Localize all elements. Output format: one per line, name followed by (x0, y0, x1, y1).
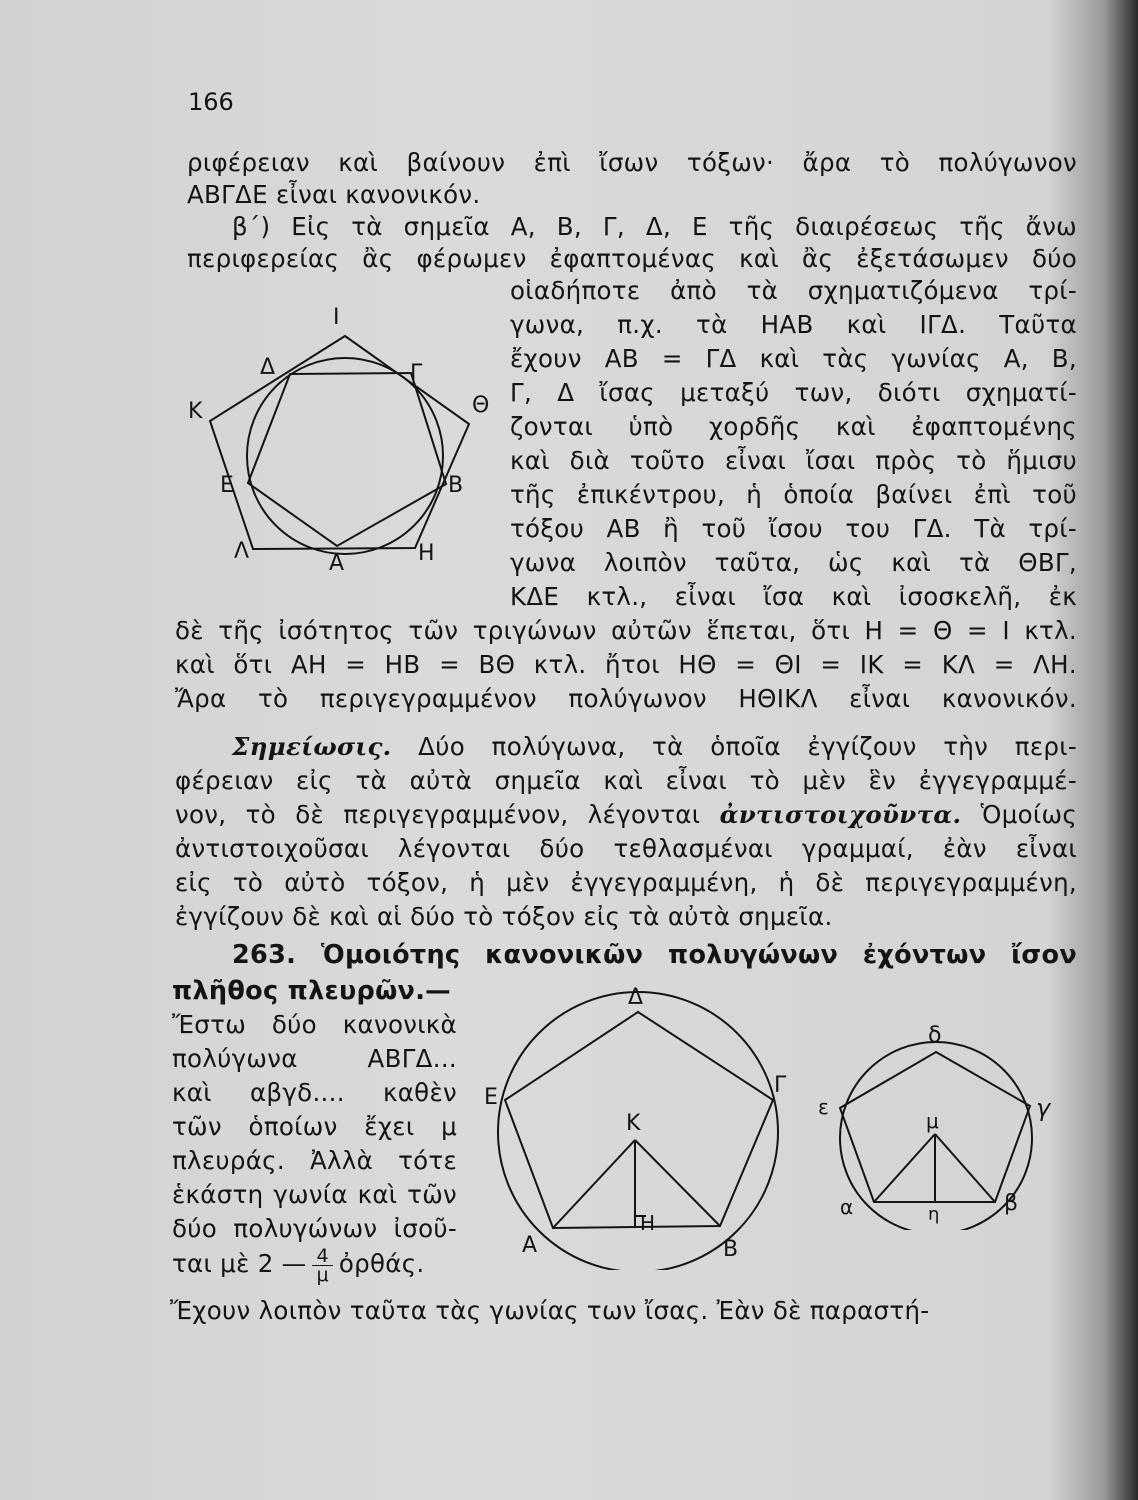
section-text: πλευράς. Ἀλλὰ τότε (172, 1146, 457, 1175)
text-line: β΄) Εἰς τὰ σημεῖα Α, Β, Γ, Δ, Ε τῆς διαιρέσεως τῆς ἄνω (232, 212, 1077, 241)
text-line: ζονται ὑπὸ χορδῆς καὶ ἐφαπτομένης (510, 412, 1077, 441)
text-line: καὶ ὅτι ΑΗ = ΗΒ = ΒΘ κτλ. ἤτοι ΗΘ = ΘΙ = ΙΚ = ΚΛ = ΛΗ. (175, 650, 1077, 679)
text-line: τόξου ΑΒ ἢ τοῦ ἴσου του ΓΔ. Τὰ τρί- (510, 514, 1077, 543)
fig1-label-E: E (220, 473, 234, 498)
text-line: Γ, Δ ἴσας μεταξύ των, διότι σχηματί- (510, 378, 1077, 407)
fig3-radius-mb (935, 1134, 995, 1202)
text-line: τῆς ἐπικέντρου, ἡ ὁποία βαίνει ἐπὶ τοῦ (510, 480, 1077, 509)
note-line-3: νον, τὸ δὲ περιγεγραμμένον, λέγονται ἀντιστοιχοῦντα. Ὁμοίως (175, 800, 1078, 829)
text-line: ἔχουν ΑΒ = ΓΔ καὶ τὰς γωνίας Α, Β, (510, 344, 1077, 373)
text-line: ριφέρειαν καὶ βαίνουν ἐπὶ ἴσων τόξων· ἄρα τὸ πολύγωνον (187, 148, 1077, 177)
section-text: τῶν ὁποίων ἔχει μ (172, 1112, 457, 1141)
fig1-circle (247, 358, 443, 554)
section-text: πολύγωνα ΑΒΓΔ... (172, 1044, 457, 1073)
fig1-label-B: B (448, 473, 464, 498)
section-fraction-line: ται μὲ 2 — $\frac{4}{\mu}$ ὀρθάς. (172, 1244, 425, 1286)
note-line-1: Σημείωσις. Δύο πολύγωνα, τὰ ὁποῖα ἐγγίζουν τὴν περι- (232, 732, 1077, 761)
text-line: γωνα λοιπὸν ταῦτα, ὡς καὶ τὰ ΘΒΓ, (510, 548, 1077, 577)
text-line: δὲ τῆς ἰσότητος τῶν τριγώνων αὐτῶν ἕπεται, ὅτι Η = Θ = Ι κτλ. (175, 616, 1077, 645)
fig1-label-G: Γ (410, 361, 423, 386)
section-text: δύο πολυγώνων ἰσοῦ- (172, 1214, 457, 1243)
fig1-inscribed-pentagon (248, 373, 446, 546)
final-line: Ἔχουν λοιπὸν ταῦτα τὰς γωνίας των ἴσας. Ἐὰν δὲ παραστή- (170, 1296, 930, 1325)
text-line: γωνα, π.χ. τὰ ΗΑΒ καὶ ΙΓΔ. Ταῦτα (510, 310, 1077, 339)
page-number: 166 (188, 88, 234, 116)
figure-circumscribed-pentagon (180, 296, 500, 582)
fig1-label-A: A (329, 551, 345, 576)
fig1-label-H: H (418, 541, 435, 566)
section-title: Ὁμοιότης κανονικῶν πολυγώνων ἐχόντων ἴσον (320, 940, 1077, 970)
section-number: 263. (232, 940, 297, 970)
note-line: ἐγγίζουν δὲ καὶ αἱ δύο τὸ τόξον εἰς τὰ αὐτὰ σημεῖα. (175, 902, 833, 931)
fig3-label-m: μ (926, 1109, 939, 1133)
fig3-label-a: α (840, 1195, 854, 1219)
figure-pentagon-small (810, 1012, 1070, 1230)
section-text: καὶ αβγδ.... καθὲν (172, 1078, 457, 1107)
fig3-label-g: γ (1036, 1094, 1051, 1122)
fig3-label-h: η (928, 1204, 940, 1225)
section-text: Ἔστω δύο κανονικὰ (172, 1010, 457, 1039)
fig2-label-E: E (484, 1085, 498, 1110)
note-label: Σημείωσις. (232, 732, 392, 761)
fig3-label-d: δ (928, 1023, 942, 1048)
text-line: ΚΔΕ κτλ., εἶναι ἴσα καὶ ἰσοσκελῆ, ἐκ (510, 582, 1077, 611)
text-line: οἱαδήποτε ἀπὸ τὰ σχηματιζόμενα τρί- (510, 276, 1077, 305)
section-heading (232, 938, 1077, 972)
note-line: φέρειαν εἰς τὰ αὐτὰ σημεῖα καὶ εἶναι τὸ μὲν ἓν ἐγγεγραμμέ- (175, 766, 1077, 795)
text-line: περιφερείας ἂς φέρωμεν ἐφαπτομένας καὶ ἂς ἐξετάσωμεν δύο (187, 244, 1077, 273)
figure-pentagon-large (470, 980, 800, 1270)
fig3-radius-ma (874, 1134, 935, 1202)
section-title-cont: πλῆθος πλευρῶν.— (172, 976, 451, 1006)
fig2-label-B: B (723, 1237, 739, 1262)
fig2-radius-KA (553, 1140, 635, 1228)
text-line: ΑΒΓΔΕ εἶναι κανονικόν. (187, 180, 481, 209)
note-line: ἀντιστοιχοῦσαι λέγονται δύο τεθλασμέναι γραμμαί, ἐὰν εἶναι (175, 834, 1077, 863)
fig2-label-K: K (626, 1111, 641, 1136)
fig3-label-b: β (1004, 1191, 1019, 1216)
fig1-label-Th: Θ (472, 393, 490, 418)
fig1-label-D: Δ (260, 355, 276, 380)
fig2-label-H: H (640, 1211, 656, 1235)
fig3-label-e: ε (818, 1095, 829, 1119)
fig2-label-G: Γ (774, 1073, 787, 1098)
section-text: ἑκάστη γωνία καὶ τῶν (172, 1180, 457, 1209)
fraction-4-over-mu: $\frac{4}{\mu}$ (312, 1247, 332, 1284)
fig1-label-L: Λ (234, 539, 250, 564)
text-line: καὶ διὰ τοῦτο εἶναι ἴσαι πρὸς τὸ ἥμισυ (510, 446, 1077, 475)
text-line: Ἄρα τὸ περιγεγραμμένον πολύγωνον ΗΘΙΚΛ εἶναι κανονικόν. (175, 684, 1077, 713)
note-term: ἀντιστοιχοῦντα. (719, 800, 962, 829)
fig2-label-D: Δ (628, 985, 644, 1010)
fig1-label-I: I (333, 305, 340, 330)
note-line: εἰς τὸ αὐτὸ τόξον, ἡ μὲν ἐγγεγραμμένη, ἡ δὲ περιγεγραμμένη, (175, 868, 1077, 897)
fig1-label-K: K (188, 399, 203, 424)
fig2-label-A: A (522, 1233, 538, 1258)
